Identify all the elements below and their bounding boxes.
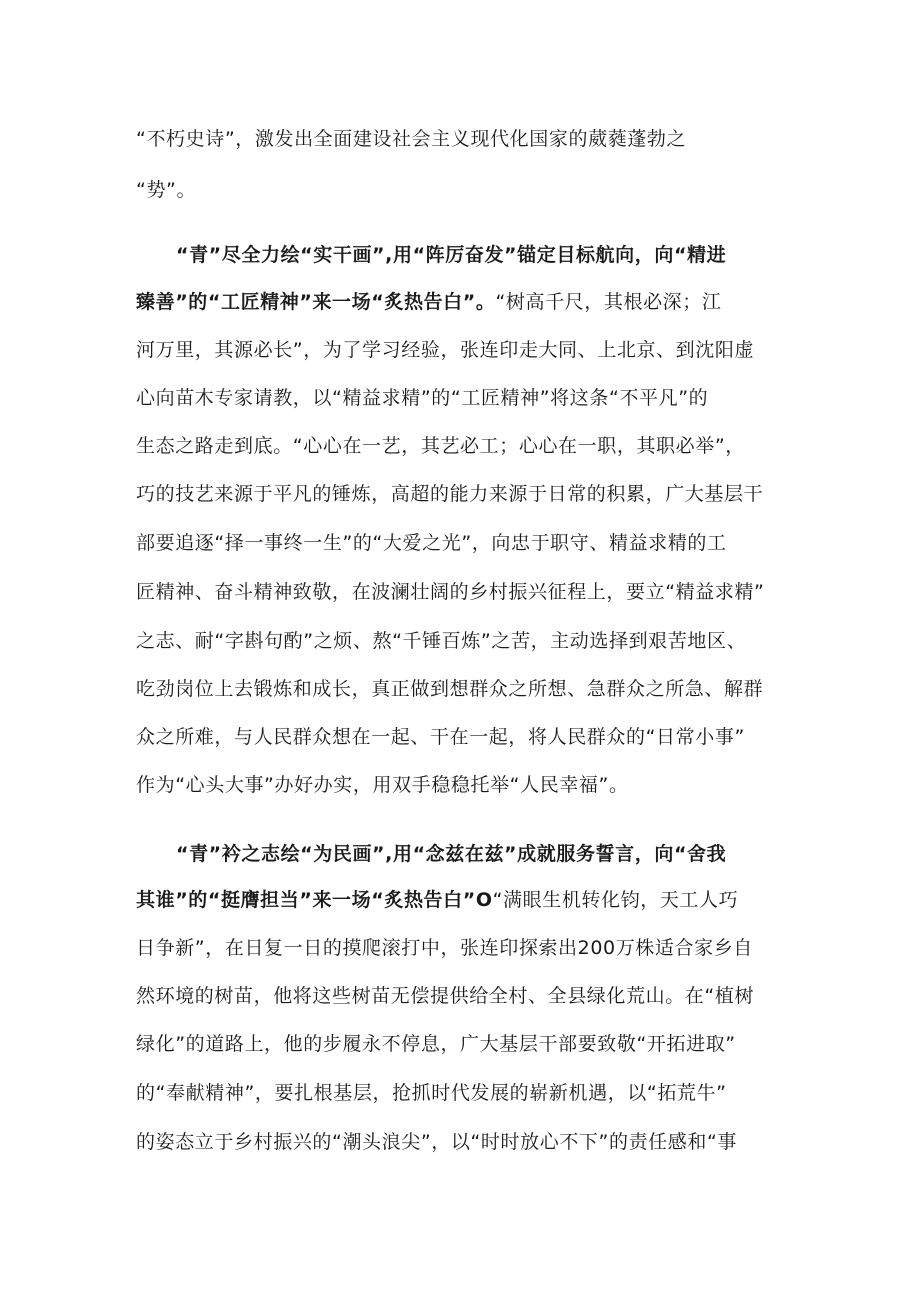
intro-line-2: “势”。 <box>136 179 197 201</box>
p2-heading-line-2: 臻善”的“工匠精神”来一场“炙热告白”。 <box>136 291 496 313</box>
p3-heading-line-2: 其谁”的“挺膺担当”来一场“炙热告白”O <box>136 889 493 911</box>
p3-body-line-3: 绿化”的道路上，他的步履永不停息，广大基层干部要致敬“开拓进取” <box>136 1033 736 1055</box>
p2-body-line-10: 作为“心头大事”办好办实，用双手稳稳托举“人民幸福”。 <box>136 774 629 796</box>
p3-body-line-5: 的姿态立于乡村振兴的“潮头浪尖”，以“时时放心不下”的责任感和“事 <box>136 1131 738 1153</box>
p3-body-line-2: 然环境的树苗，他将这些树苗无偿提供给全村、全县绿化荒山。在“植树 <box>136 985 755 1007</box>
p3-body-line-4: 的“奉献精神”，要扎根基层，抢抓时代发展的崭新机遇，以“拓荒牛” <box>136 1082 727 1104</box>
p2-line-2-tail: “树高千尺，其根必深；江 <box>495 291 722 313</box>
p2-body-line-2: 心向苗木专家请教，以“精益求精”的“工匠精神”将这条“不平凡”的 <box>136 387 709 409</box>
p2-body-line-1: 河万里，其源必长”，为了学习经验，张连印走大同、上北京、到沈阳虚 <box>136 339 755 361</box>
p3-line-2 <box>136 886 738 914</box>
p2-body-line-3: 生态之路走到底。“心心在一艺，其艺必工；心心在一职，其职必举”， <box>136 435 745 457</box>
p2-body-line-9: 众之所难，与人民群众想在一起、干在一起，将人民群众的“日常小事” <box>136 726 745 748</box>
p3-heading-line-1: “青”衿之志绘“为民画”,用“念兹在兹”成就服务誓言，向“舍我 <box>176 843 727 865</box>
p2-body-line-4: 巧的技艺来源于平凡的锤炼，高超的能力来源于日常的积累，广大基层干 <box>136 483 764 505</box>
p2-body-line-6: 匠精神、奋斗精神致敬，在波澜壮阔的乡村振兴征程上，要立“精益求精” <box>136 581 765 603</box>
p2-body-line-7: 之志、耐“字斟句酌”之烦、熬“千锤百炼”之苦，主动选择到艰苦地区、 <box>136 630 747 652</box>
intro-line-1: “不朽史诗”，激发出全面建设社会主义现代化国家的葳蕤蓬勃之 <box>136 128 687 150</box>
p2-heading-line-1: “青”尽全力绘“实干画”,用“阵厉奋发”锚定目标航向，向“精进 <box>176 244 727 266</box>
p2-body-line-8: 吃劲岗位上去锻炼和成长，真正做到想群众之所想、急群众之所急、解群 <box>136 678 764 700</box>
p2-body-line-5: 部要追逐“择一事终一生”的“大爱之光”，向忠于职守、精益求精的工 <box>136 532 727 554</box>
p2-line-2 <box>136 288 721 316</box>
p3-body-line-1: 日争新”，在日复一日的摸爬滚打中，张连印探索出200万株适合家乡自 <box>136 937 753 959</box>
p3-line-2-tail: “满眼生机转化钧，天工人巧 <box>492 889 739 911</box>
